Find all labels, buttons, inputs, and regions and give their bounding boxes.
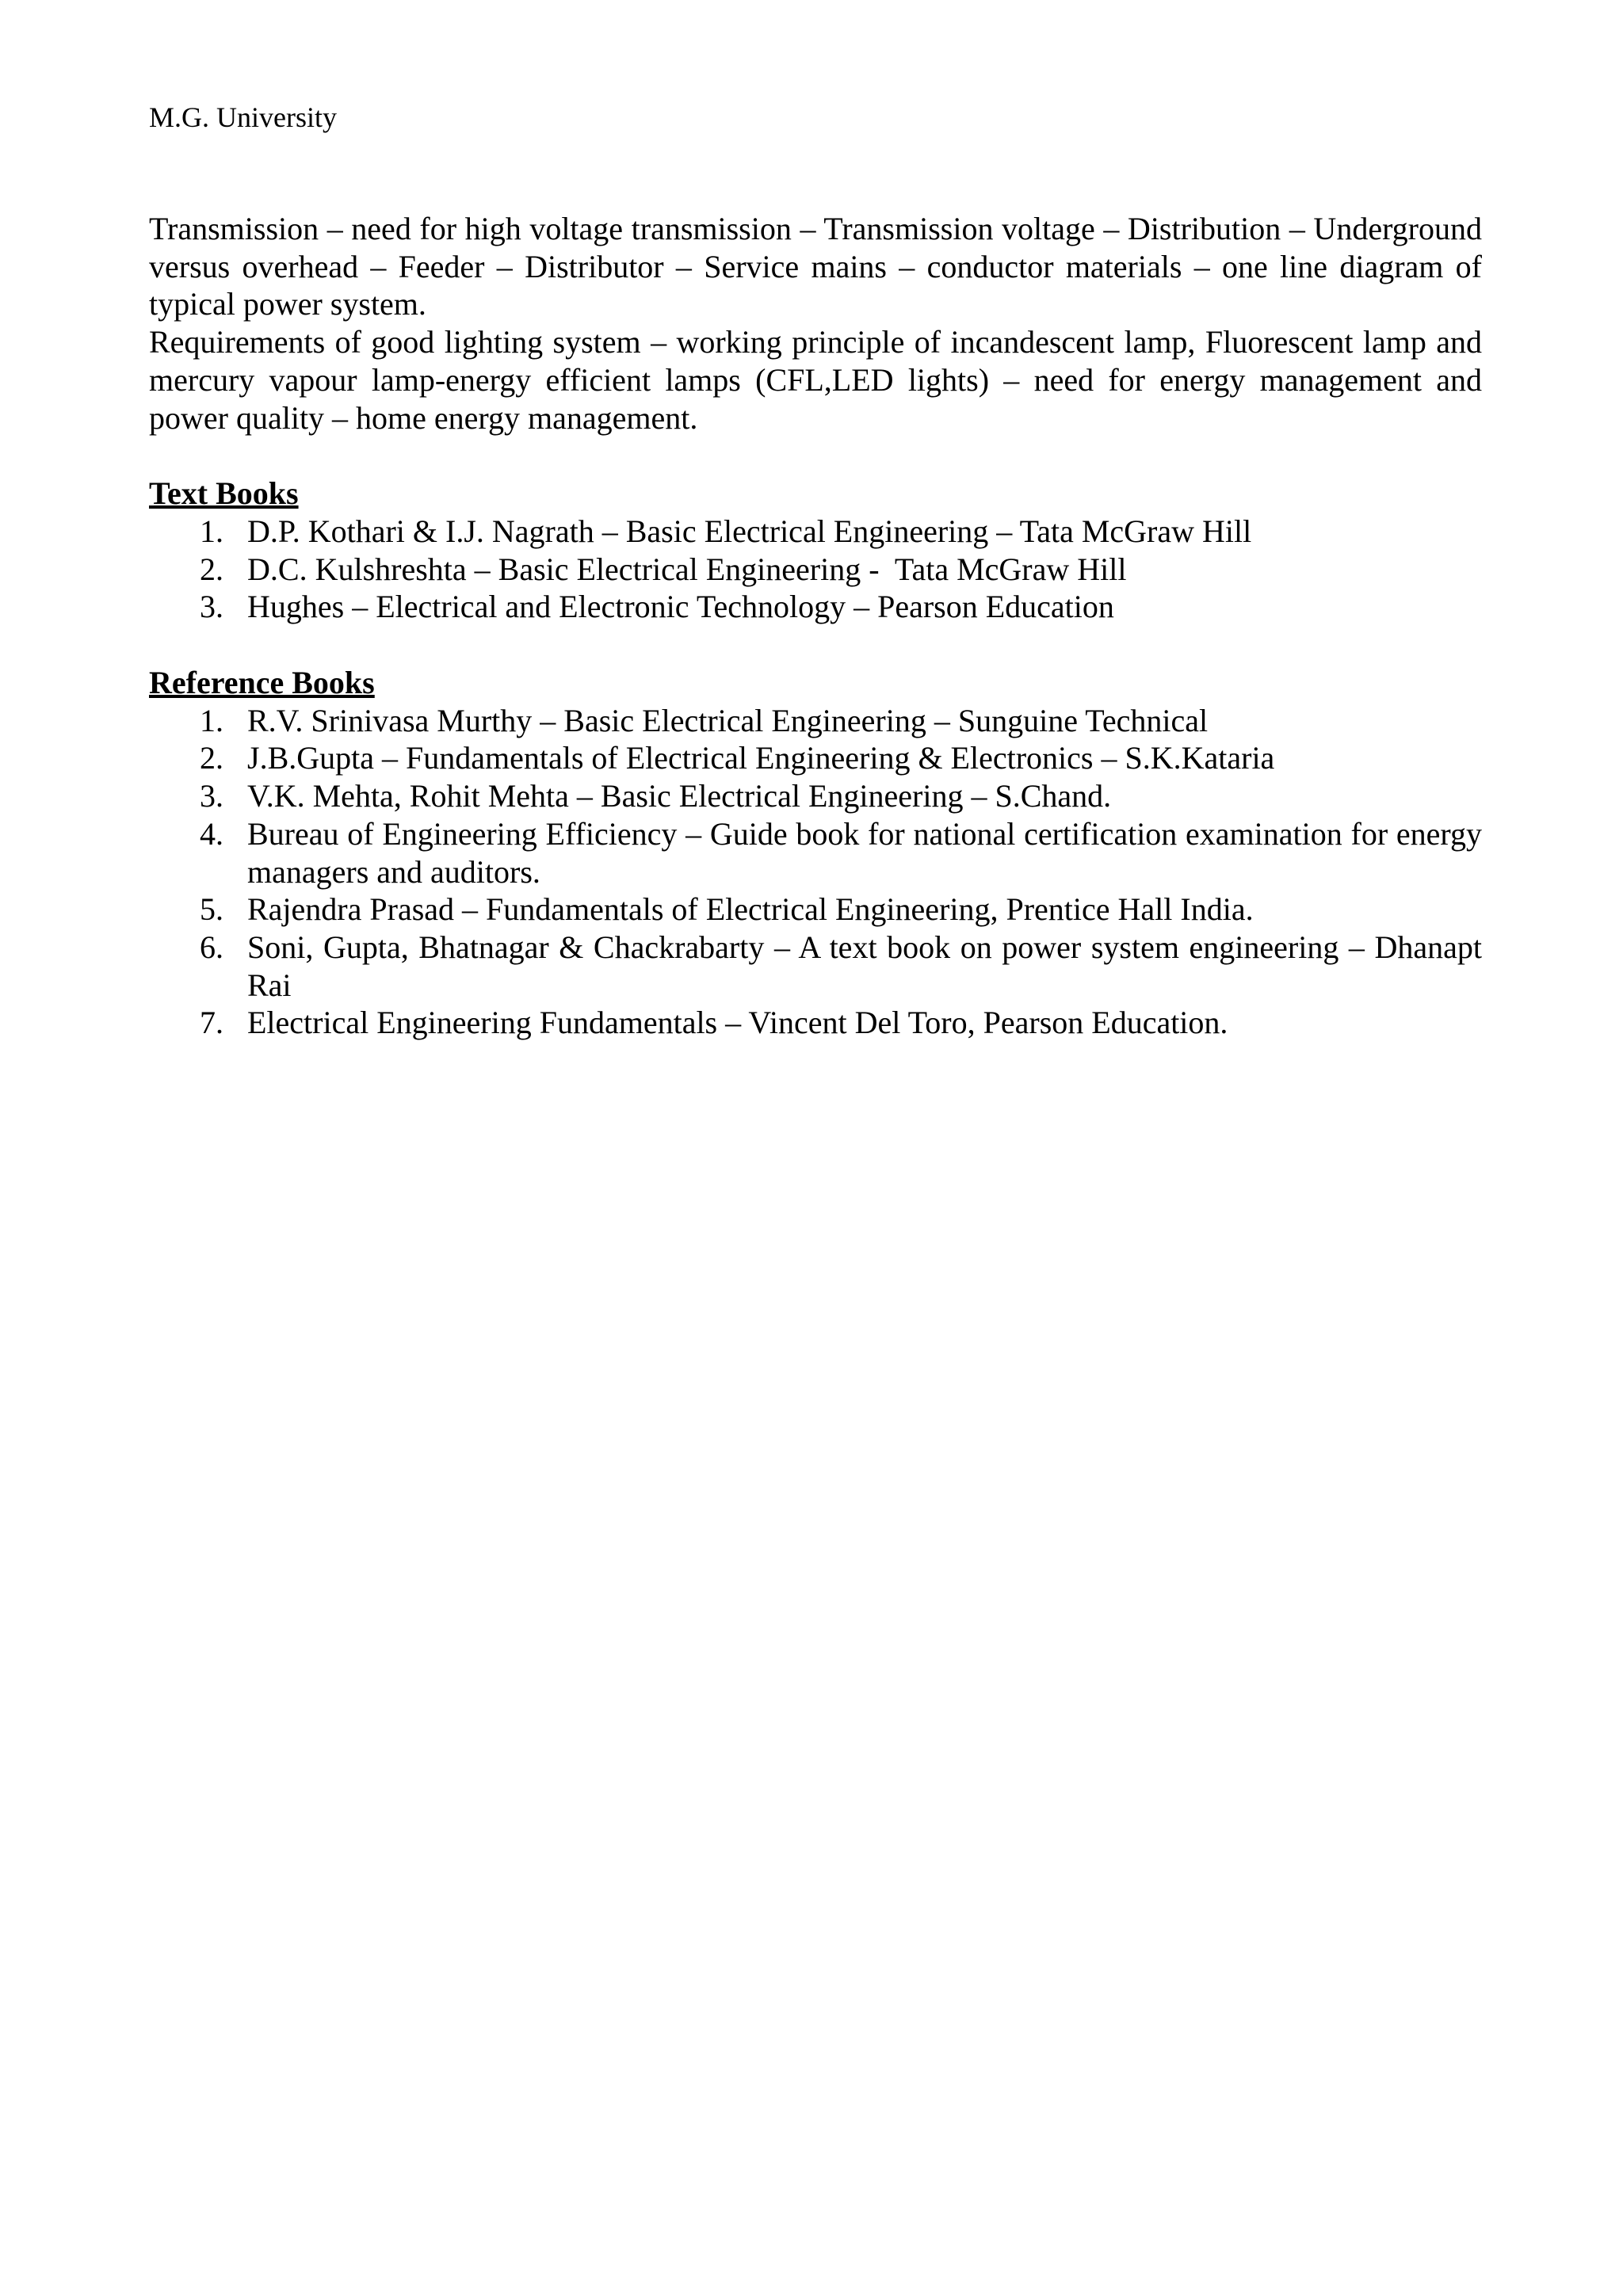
reference-books-heading: Reference Books bbox=[149, 665, 375, 701]
list-item-text: Electrical Engineering Fundamentals – Vincent Del Toro, Pearson Education. bbox=[247, 1005, 1228, 1041]
list-item bbox=[149, 929, 1482, 1004]
list-item-number: 3. bbox=[200, 778, 223, 814]
list-item bbox=[149, 588, 1482, 626]
list-item bbox=[149, 739, 1482, 777]
list-item-number: 3. bbox=[200, 589, 223, 625]
text-books-list bbox=[149, 513, 1482, 626]
list-item bbox=[149, 551, 1482, 589]
list-item bbox=[149, 513, 1482, 551]
list-item-text: Soni, Gupta, Bhatnagar & Chackrabarty – A text book on power system engineering – Dhanapt Rai bbox=[247, 929, 1482, 1003]
reference-books-list bbox=[149, 702, 1482, 1042]
list-item-number: 6. bbox=[200, 929, 223, 965]
body-paragraph-lighting: Requirements of good lighting system – working principle of incandescent lamp, Fluorescent lamp and mercury vapour lamp-energy efficient lamps (CFL,LED lights) – need for energy management and power quality – home energy management. bbox=[149, 324, 1482, 436]
list-item-text: Rajendra Prasad – Fundamentals of Electrical Engineering, Prentice Hall India. bbox=[247, 891, 1254, 928]
list-item-number: 2. bbox=[200, 740, 223, 776]
list-item-text: R.V. Srinivasa Murthy – Basic Electrical Engineering – Sunguine Technical bbox=[247, 702, 1209, 738]
list-item-text: D.P. Kothari & I.J. Nagrath – Basic Electrical Engineering – Tata McGraw Hill bbox=[247, 513, 1252, 549]
list-item-number: 2. bbox=[200, 551, 223, 587]
reference-books-section bbox=[149, 664, 1482, 1042]
list-item-number: 1. bbox=[200, 513, 223, 549]
list-item bbox=[149, 815, 1482, 891]
list-item-number: 4. bbox=[200, 815, 223, 852]
list-item bbox=[149, 891, 1482, 929]
text-books-heading: Text Books bbox=[149, 475, 299, 512]
list-item-number: 5. bbox=[200, 891, 223, 928]
list-item-text: V.K. Mehta, Rohit Mehta – Basic Electrical Engineering – S.Chand. bbox=[247, 778, 1112, 814]
body-paragraph-transmission: Transmission – need for high voltage transmission – Transmission voltage – Distribution – Underground versus overhead – Feeder – Distributor – Service mains – conductor materials – one line diagram of typical power system. bbox=[149, 211, 1482, 322]
list-item bbox=[149, 1004, 1482, 1042]
page-content bbox=[149, 210, 1482, 1042]
list-item-number: 1. bbox=[200, 702, 223, 738]
list-item-text: Hughes – Electrical and Electronic Technology – Pearson Education bbox=[247, 589, 1114, 625]
list-item bbox=[149, 702, 1482, 740]
list-item-text: Bureau of Engineering Efficiency – Guide book for national certification examination for energy managers and auditors. bbox=[247, 815, 1482, 890]
list-item-number: 7. bbox=[200, 1005, 223, 1041]
text-books-section bbox=[149, 475, 1482, 626]
list-item-text: D.C. Kulshreshta – Basic Electrical Engineering - Tata McGraw Hill bbox=[247, 551, 1127, 587]
list-item-text: J.B.Gupta – Fundamentals of Electrical Engineering & Electronics – S.K.Kataria bbox=[247, 740, 1275, 776]
page-header: M.G. University bbox=[149, 101, 337, 133]
list-item bbox=[149, 777, 1482, 815]
